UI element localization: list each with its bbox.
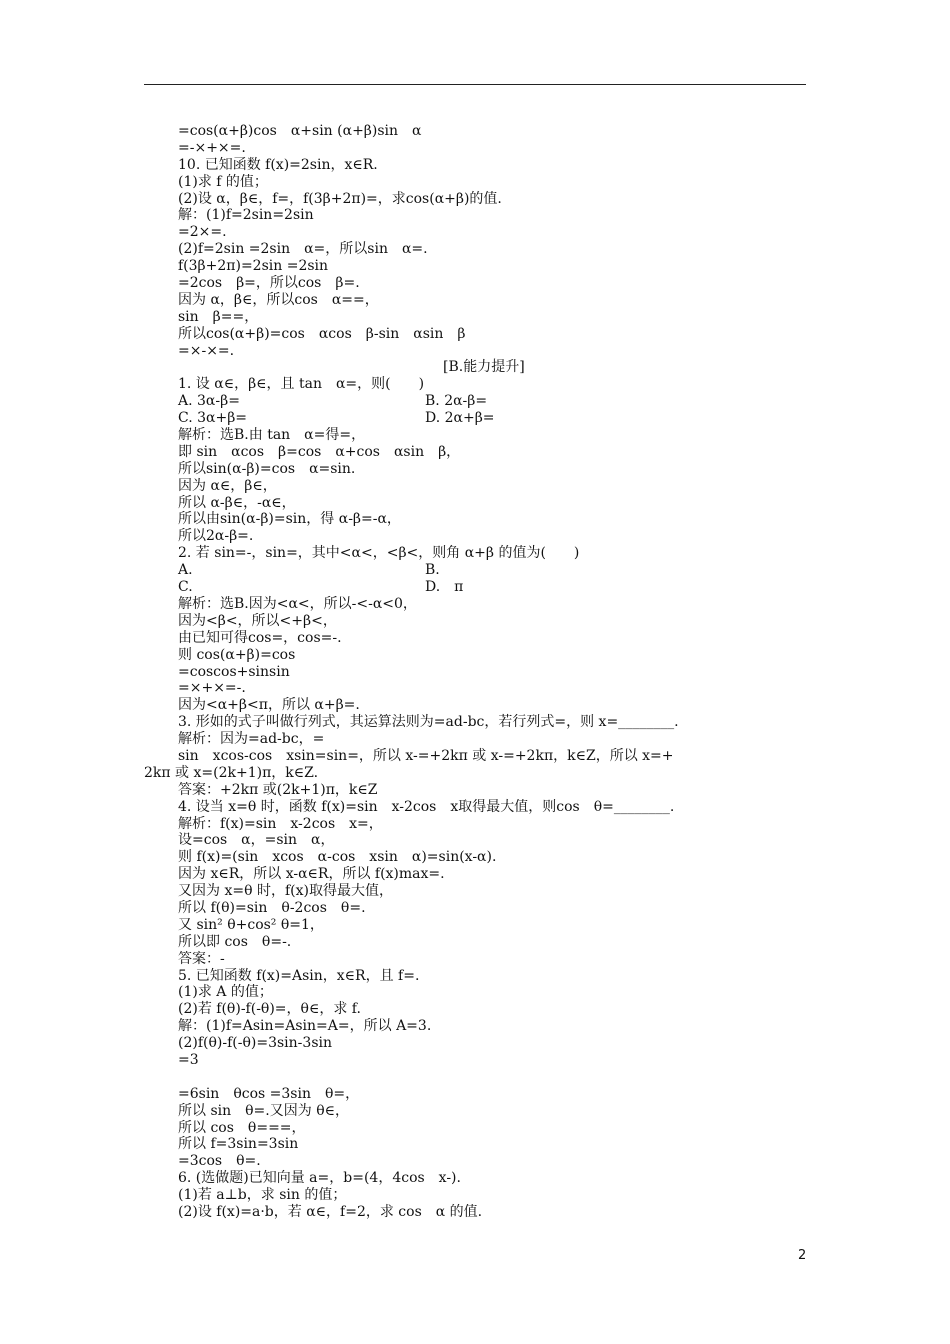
text-line [0, 613, 950, 630]
text-line [0, 799, 950, 816]
line-text: =3cos θ=. [178, 1153, 261, 1170]
page-number: 2 [798, 1248, 807, 1263]
text-line [0, 596, 950, 613]
line-text: 2. 若 sin=-，sin=，其中<α<，<β<，则角 α+β 的值为( ) [178, 545, 580, 562]
text-line [0, 157, 950, 174]
text-line [0, 376, 950, 393]
text-line [0, 680, 950, 697]
text-line [0, 1136, 950, 1153]
line-text-col2: D. 2α+β= [425, 410, 495, 427]
text-line [0, 1187, 950, 1204]
text-line [0, 123, 950, 140]
line-text: sin β==， [178, 308, 259, 325]
text-line [0, 647, 950, 664]
line-text-col2: B. 2α-β= [425, 393, 488, 410]
line-text: f(3β+2π)=2sin =2sin [178, 258, 329, 275]
text-line [0, 1035, 950, 1052]
text-line [0, 1001, 950, 1018]
line-text: =×-×=. [178, 342, 235, 359]
line-text: 又因为 x=θ 时，f(x)取得最大值， [178, 883, 393, 900]
text-line [0, 343, 950, 360]
line-text: 解：(1)f=2sin=2sin [178, 207, 314, 224]
text-line [0, 832, 950, 849]
line-text: 因为 α，β∈，所以cos α==， [178, 291, 379, 308]
text-line [0, 900, 950, 917]
line-text-col2: B. [425, 562, 440, 579]
text-line [0, 664, 950, 681]
line-text: 解析：选B.因为<α<，所以-<-α<0， [178, 595, 417, 612]
text-line [0, 1120, 950, 1137]
line-text: 因为 α∈，β∈， [178, 477, 277, 494]
line-text: 2kπ 或 x=(2k+1)π，k∈Z. [144, 764, 319, 781]
line-text: 3. 形如的式子叫做行列式，其运算法则为=ad-bc，若行列式=，则 x=________. [178, 714, 679, 731]
line-text: 4. 设当 x=θ 时，函数 f(x)=sin x-2cos x取得最大值，则cos θ=________. [178, 798, 675, 815]
text-line [0, 984, 950, 1001]
line-text: 解析：因为=ad-bc，= [178, 731, 325, 748]
text-line [0, 934, 950, 951]
line-text: C. [178, 579, 193, 596]
line-text: 所以 α-β∈，-α∈， [178, 494, 296, 511]
text-line [0, 427, 950, 444]
line-text: 10. 已知函数 f(x)=2sin，x∈R. [178, 156, 378, 173]
text-line [0, 731, 950, 748]
line-text: 则 f(x)=(sin xcos α-cos xsin α)=sin(x-α). [178, 849, 497, 866]
text-line [0, 444, 950, 461]
text-line [0, 1086, 950, 1103]
text-line [0, 241, 950, 258]
text-line [0, 1170, 950, 1187]
line-text: 5. 已知函数 f(x)=Asin，x∈R，且 f=. [178, 967, 420, 984]
text-line [0, 140, 950, 157]
text-line [0, 883, 950, 900]
text-line [0, 562, 950, 579]
line-text: 设=cos α，=sin α， [178, 832, 335, 849]
line-text: (2)f(θ)-f(-θ)=3sin-3sin [178, 1035, 332, 1052]
text-line [0, 528, 950, 545]
text-line [0, 410, 950, 427]
text-line [0, 511, 950, 528]
line-text: A. [178, 562, 193, 579]
line-text: 所以 f(θ)=sin θ-2cos θ=. [178, 899, 366, 916]
text-line [0, 224, 950, 241]
text-line [0, 191, 950, 208]
line-text: 所以2α-β=. [178, 528, 254, 545]
text-line [0, 1052, 950, 1069]
line-text: (1)若 a⊥b，求 sin 的值； [178, 1187, 347, 1204]
line-text: 答案：- [178, 950, 225, 967]
line-text: 所以cos(α+β)=cos αcos β-sin αsin β [178, 325, 466, 342]
text-line [0, 765, 950, 782]
line-text: 所以 f=3sin=3sin [178, 1136, 299, 1153]
line-text: 所以 sin θ=.又因为 θ∈， [178, 1102, 349, 1119]
text-line [0, 478, 950, 495]
text-line [0, 207, 950, 224]
line-text: (1)求 A 的值； [178, 984, 273, 1001]
text-line [0, 630, 950, 647]
text-line [0, 359, 950, 376]
text-line [0, 258, 950, 275]
header-rule [144, 84, 806, 85]
line-text: 所以sin(α-β)=cos α=sin. [178, 460, 356, 477]
text-line [0, 326, 950, 343]
text-line [0, 275, 950, 292]
line-text: 即 sin αcos β=cos α+cos αsin β， [178, 443, 461, 460]
line-text: 解析：选B.由 tan α=得=， [178, 427, 366, 444]
line-text: (2)设 f(x)=a·b，若 α∈，f=2，求 cos α 的值. [178, 1204, 483, 1220]
line-text: 由已知可得cos=，cos=-. [178, 629, 342, 646]
text-line [0, 1153, 950, 1170]
line-text: [B.能力提升] [443, 359, 525, 376]
text-line [0, 968, 950, 985]
text-line [0, 748, 950, 765]
text-line [0, 545, 950, 562]
line-text: 1. 设 α∈，β∈，且 tan α=，则( ) [178, 376, 425, 393]
line-text: (2)若 f(θ)-f(-θ)=，θ∈，求 f. [178, 1001, 361, 1018]
line-text: 又 sin² θ+cos² θ=1， [178, 916, 324, 933]
line-text: =-×+×=. [178, 139, 246, 156]
line-text: =2cos β=，所以cos β=. [178, 275, 360, 292]
text-line [0, 579, 950, 596]
text-line [0, 393, 950, 410]
text-line [0, 849, 950, 866]
line-text: =×+×=-. [178, 680, 246, 697]
line-text: 解析：f(x)=sin x-2cos x=， [178, 815, 383, 832]
text-line [0, 951, 950, 968]
line-text: C. 3α+β= [178, 410, 248, 427]
text-line [0, 1204, 950, 1221]
text-line [0, 495, 950, 512]
text-line [0, 461, 950, 478]
line-text: sin xcos-cos xsin=sin=，所以 x-=+2kπ 或 x-=+2kπ，k∈Z，所以 x=+ [178, 747, 674, 764]
text-line [0, 697, 950, 714]
line-text: =6sin θcos =3sin θ=， [178, 1085, 360, 1102]
line-text: 所以 cos θ===， [178, 1119, 306, 1136]
text-line [0, 714, 950, 731]
text-line [0, 1103, 950, 1120]
text-line [0, 292, 950, 309]
line-text: (2)设 α，β∈，f=，f(3β+2π)=，求cos(α+β)的值. [178, 190, 502, 207]
text-line [0, 1018, 950, 1035]
text-line [0, 866, 950, 883]
line-text: 6. (选做题)已知向量 a=，b=(4，4cos x-). [178, 1170, 461, 1187]
text-line [0, 782, 950, 799]
text-line [0, 174, 950, 191]
text-line [0, 1069, 950, 1086]
text-line [0, 309, 950, 326]
line-text: =2×=. [178, 224, 227, 241]
line-text: 所以由sin(α-β)=sin，得 α-β=-α， [178, 511, 401, 528]
line-text: 因为<α+β<π，所以 α+β=. [178, 697, 360, 714]
line-text: =coscos+sinsin [178, 663, 290, 680]
line-text: 因为<β<，所以<+β<， [178, 612, 337, 629]
line-text: A. 3α-β= [178, 393, 240, 410]
line-text: (2)f=2sin =2sin α=，所以sin α=. [178, 241, 428, 258]
line-text: 解：(1)f=Asin=Asin=A=，所以 A=3. [178, 1018, 432, 1035]
line-text-col2: D. π [425, 579, 464, 596]
text-line [0, 917, 950, 934]
line-text: 所以即 cos θ=-. [178, 933, 292, 950]
text-line [0, 816, 950, 833]
line-text: 则 cos(α+β)=cos [178, 646, 296, 663]
line-text: =cos(α+β)cos α+sin (α+β)sin α [178, 123, 422, 139]
line-text: 答案：+2kπ 或(2k+1)π，k∈Z [178, 781, 378, 798]
line-text: (1)求 f 的值； [178, 173, 268, 190]
line-text: 因为 x∈R，所以 x-α∈R，所以 f(x)max=. [178, 866, 445, 883]
document-body [0, 123, 950, 1221]
line-text: =3 [178, 1051, 199, 1068]
